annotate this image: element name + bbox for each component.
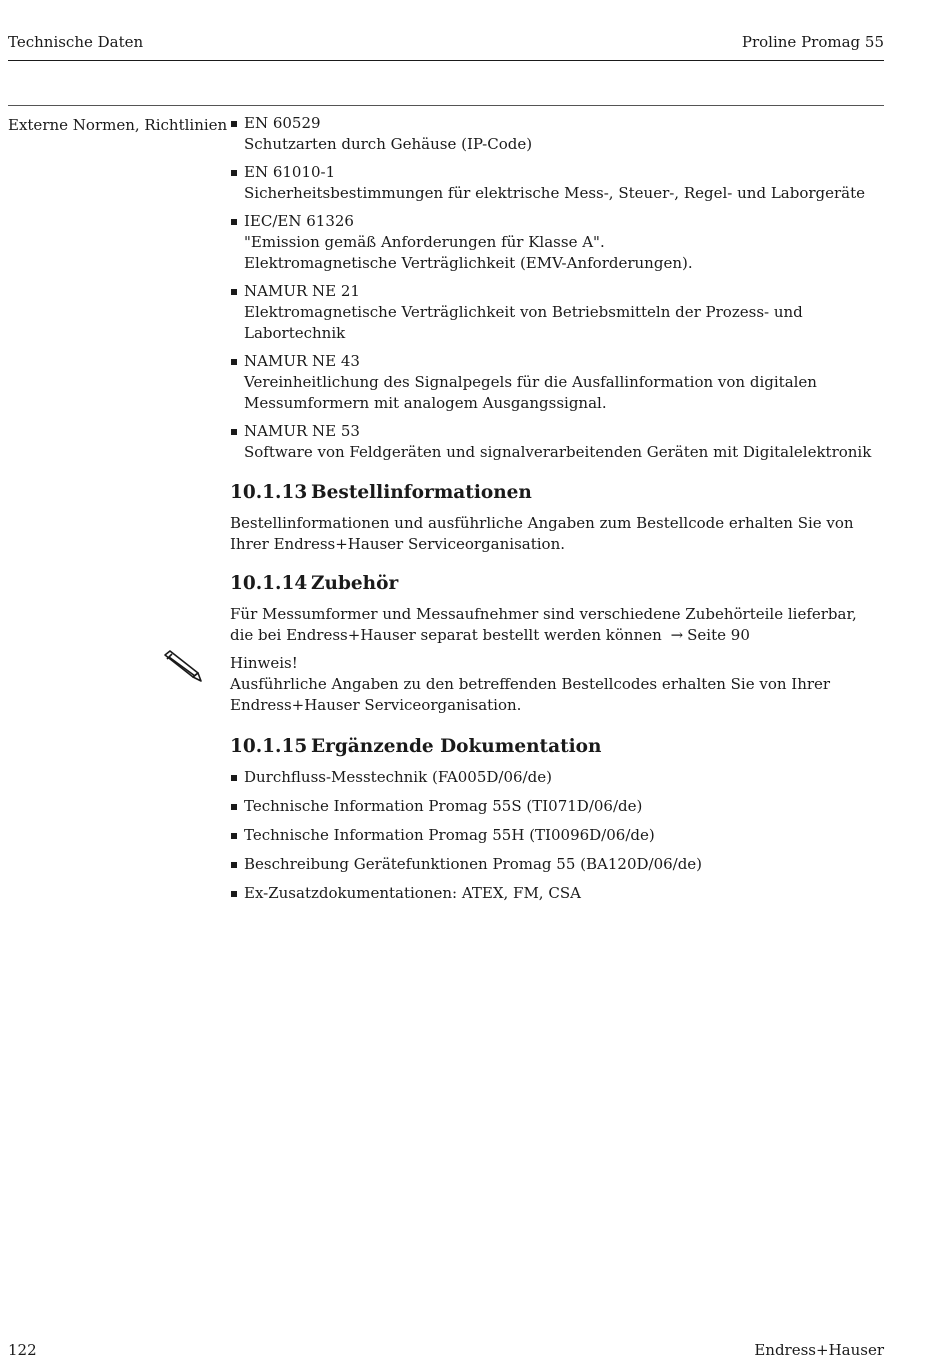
note-block — [230, 653, 884, 716]
arrow-right-icon: → — [670, 626, 684, 644]
section-number: 10.1.14 — [230, 573, 308, 594]
list-item: Durchfluss-Messtechnik (FA005D/06/de) — [230, 767, 884, 788]
pencil-icon — [160, 649, 202, 683]
section-heading-ordering — [230, 481, 884, 505]
standards-list — [230, 113, 884, 463]
standard-title: NAMUR NE 53 — [244, 422, 360, 440]
header-divider — [8, 60, 884, 61]
standard-title: IEC/EN 61326 — [244, 212, 354, 230]
list-item: Technische Information Promag 55S (TI071D/06/de) — [230, 796, 884, 817]
list-item — [230, 351, 884, 414]
standard-title: NAMUR NE 21 — [244, 282, 360, 300]
standard-description: Vereinheitlichung des Signalpegels für die Ausfallinformation von digitalen Messumformern mit analogem Ausgangssignal. — [244, 373, 817, 412]
side-label-standards: Externe Normen, Richtlinien — [8, 116, 228, 134]
section-title: Ergänzende Dokumentation — [311, 736, 602, 757]
list-item: Technische Information Promag 55H (TI0096D/06/de) — [230, 825, 884, 846]
list-item: Beschreibung Gerätefunktionen Promag 55 (BA120D/06/de) — [230, 854, 884, 875]
list-item — [230, 421, 884, 463]
list-item — [230, 211, 884, 274]
list-item — [230, 162, 884, 204]
section-heading-documentation — [230, 735, 884, 759]
list-item — [230, 113, 884, 155]
standard-description: Schutzarten durch Gehäuse (IP-Code) — [244, 135, 533, 153]
ordering-paragraph: Bestellinformationen und ausführliche Angaben zum Bestellcode erhalten Sie von Ihrer Endress+Hauser Serviceorganisation. — [230, 514, 854, 553]
section-divider — [8, 105, 884, 106]
page-reference-link[interactable]: Seite 90 — [687, 626, 750, 644]
header-product-name: Proline Promag 55 — [741, 33, 884, 51]
standard-description: "Emission gemäß Anforderungen für Klasse A". — [244, 233, 605, 251]
section-number: 10.1.13 — [230, 482, 308, 503]
header-section-title: Technische Daten — [8, 33, 144, 51]
standard-title: NAMUR NE 43 — [244, 352, 360, 370]
standard-description: Sicherheitsbestimmungen für elektrische Mess-, Steuer-, Regel- und Laborgeräte — [244, 184, 866, 202]
note-title: Hinweis! — [230, 654, 298, 672]
standard-title: EN 61010-1 — [244, 163, 336, 181]
main-content — [230, 113, 884, 912]
section-title: Bestellinformationen — [311, 482, 532, 503]
section-heading-accessories — [230, 572, 884, 596]
documentation-list — [230, 767, 884, 904]
section-number: 10.1.15 — [230, 736, 308, 757]
standard-description: Elektromagnetische Verträglichkeit (EMV-Anforderungen). — [244, 254, 693, 272]
footer-brand: Endress+Hauser — [754, 1341, 884, 1359]
standard-title: EN 60529 — [244, 114, 321, 132]
list-item: Ex-Zusatzdokumentationen: ATEX, FM, CSA — [230, 883, 884, 904]
standard-description: Software von Feldgeräten und signalverarbeitenden Geräten mit Digitalelektronik — [244, 443, 872, 461]
page-number: 122 — [8, 1341, 37, 1359]
standard-description: Elektromagnetische Verträglichkeit von Betriebsmitteln der Prozess- und Labortechnik — [244, 303, 803, 342]
note-text: Ausführliche Angaben zu den betreffenden Bestellcodes erhalten Sie von Ihrer Endress+Hauser Serviceorganisation. — [230, 675, 831, 714]
accessories-paragraph — [230, 604, 884, 646]
accessories-text: Für Messumformer und Messaufnehmer sind verschiedene Zubehörteile lieferbar, die bei Endress+Hauser separat bestellt werden können — [230, 605, 857, 644]
list-item — [230, 281, 884, 344]
section-title: Zubehör — [311, 573, 399, 594]
